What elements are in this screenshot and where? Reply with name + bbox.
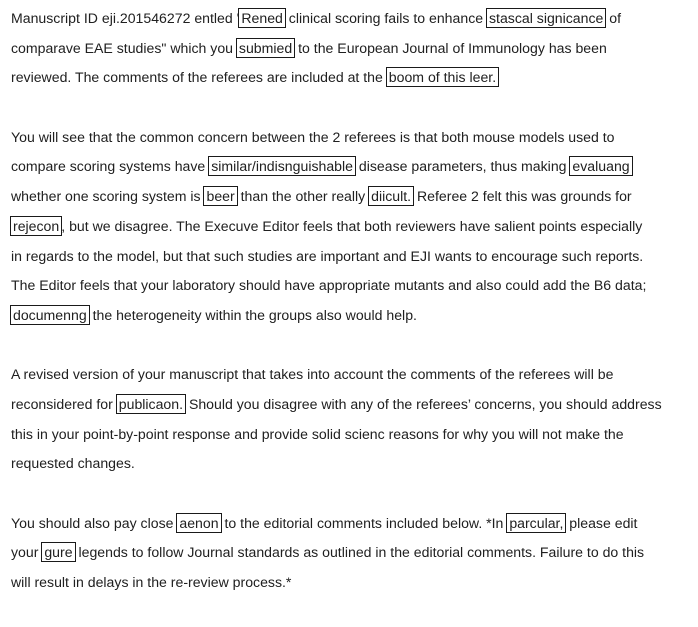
text-run: please edit [565,514,638,531]
text-run: to the editorial comments included below. *In [220,514,508,531]
paragraph-referee-concern [11,123,698,271]
text-run: to the European Journal of Immunology has been [294,39,607,56]
text-run: A revised version of your manuscript that takes into account the comments of the referees will be [11,366,614,383]
highlighted-word: rejecon [10,216,62,236]
highlighted-word: submied [236,38,295,58]
text-run: legends to follow Journal standards as outlined in the editorial comments. Failure to do this [74,544,645,561]
text-run: will result in delays in the re-review process.* [11,574,292,591]
text-line [11,390,698,420]
paragraph-spacer [11,479,698,509]
text-run: The Editor feels that your laboratory should have appropriate mutants and also could add the B6 data; [11,277,647,294]
text-run: reconsidered for [11,395,117,412]
text-run: clinical scoring fails to enhance [284,10,487,26]
text-run: this in your point-by-point response and provide solid scienc reasons for why you will not make the [11,425,624,442]
text-run: whether one scoring system is [11,188,205,205]
highlighted-word: publicaon. [116,394,186,414]
text-run: , but we disagree. The Execuve Editor feels that both reviewers have salient points especially [61,217,643,234]
text-run: than the other really [236,188,370,205]
paragraph-spacer [11,331,698,361]
text-line [11,152,698,182]
text-run: compare scoring systems have [11,158,210,175]
text-line [11,34,698,64]
text-run: comparave EAE studies" which you [11,39,237,56]
text-line [11,509,698,539]
highlighted-word: boom of this leer. [386,67,499,87]
paragraph-revised-version [11,360,698,479]
text-run: reviewed. The comments of the referees are included at the [11,69,387,86]
paragraph-manuscript-intro [11,4,698,93]
highlighted-word: similar/indisnguishable [208,156,356,176]
text-line [11,538,698,568]
text-run: You will see that the common concern between the 2 referees is that both mouse models used to [11,128,615,145]
highlighted-word: stascal signicance [486,8,606,28]
text-run: Referee 2 felt this was grounds for [413,188,632,205]
text-line [11,301,698,331]
text-run: the heterogeneity within the groups also would help. [88,306,417,323]
paragraph-editor-feels [11,271,698,330]
text-line [11,420,698,450]
text-line [11,212,698,242]
highlighted-word: gure [41,542,75,562]
text-line [11,4,698,34]
highlighted-word: Rened [238,8,286,28]
text-line [11,568,698,598]
text-line [11,449,698,479]
highlighted-word: evaluang [569,156,632,176]
highlighted-word: documenng [10,305,90,325]
highlighted-word: aenon [176,513,221,533]
text-line [11,242,698,272]
text-line [11,271,698,301]
text-run: of [605,10,622,26]
paragraph-spacer [11,93,698,123]
text-run: your [11,544,43,561]
text-run: Manuscript ID eji.201546272 entled ' [11,10,240,26]
text-run: You should also pay close [11,514,178,531]
highlighted-word: parcular, [506,513,566,533]
text-line [11,63,698,93]
text-run: requested changes. [11,455,135,472]
text-run: Should you disagree with any of the referees’ concerns, you should address [185,395,662,412]
text-run: in regards to the model, but that such studies are important and EJI wants to encourage such reports. [11,247,644,264]
highlighted-word: beer [203,186,237,206]
text-line [11,123,698,153]
text-line [11,182,698,212]
paragraph-editorial-comments [11,509,698,598]
text-run: disease parameters, thus making [354,158,571,175]
highlighted-word: diicult. [368,186,414,206]
text-line [11,360,698,390]
